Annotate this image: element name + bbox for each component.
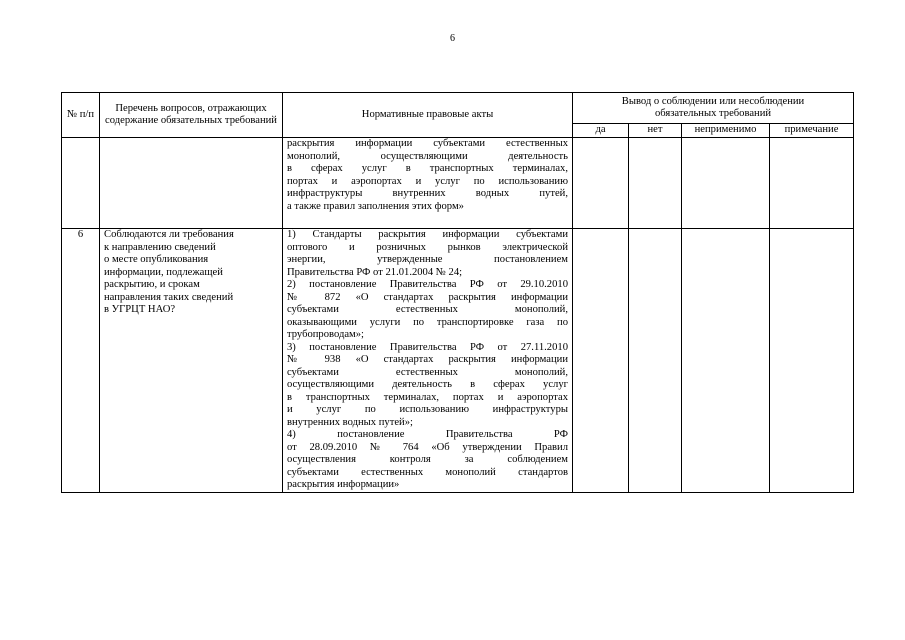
table-row bbox=[62, 229, 854, 493]
header-conclusion: Вывод о соблюдении или несоблюдении обязательных требований bbox=[573, 93, 854, 124]
question-line: в УГРЦТ НАО? bbox=[104, 304, 176, 315]
question-line: Соблюдаются ли требования bbox=[104, 229, 234, 240]
row-num: 6 bbox=[62, 229, 100, 493]
acts-line: энергии, утвержденные постановлением bbox=[287, 254, 568, 265]
cell-note bbox=[770, 229, 854, 493]
header-note: примечание bbox=[770, 124, 854, 138]
acts-line: от 28.09.2010 № 764 «Об утверждении Правил bbox=[287, 441, 568, 453]
acts-line: внутренних водных путей»; bbox=[287, 416, 413, 428]
row-question bbox=[100, 229, 283, 493]
cell-na bbox=[682, 229, 770, 493]
acts-line: 1) Стандарты раскрытия информации субъектами bbox=[287, 229, 568, 240]
acts-line: 4) постановление Правительства РФ bbox=[287, 429, 568, 440]
row-num bbox=[62, 138, 100, 229]
acts-line: инфраструктуры внутренних водных путей, bbox=[287, 188, 568, 199]
acts-line: 2) постановление Правительства РФ от 29.10.2010 bbox=[287, 279, 568, 290]
row-acts bbox=[283, 138, 573, 229]
acts-line: раскрытия информации» bbox=[287, 479, 400, 490]
row-question bbox=[100, 138, 283, 229]
acts-line: № 872 «О стандартах раскрытия информации bbox=[287, 291, 568, 303]
question-line: о месте опубликования bbox=[104, 254, 209, 265]
header-na: неприменимо bbox=[682, 124, 770, 138]
acts-line: раскрытия информации субъектами естественных bbox=[287, 138, 568, 149]
header-acts: Нормативные правовые акты bbox=[283, 93, 573, 138]
acts-line: в транспортных терминалах, портах и аэропортах bbox=[287, 391, 568, 403]
question-line: направления таких сведений bbox=[104, 291, 234, 303]
acts-line: субъектами естественных монополий стандартов bbox=[287, 466, 568, 478]
header-yes: да bbox=[573, 124, 629, 138]
acts-line: монополий, осуществляющими деятельность bbox=[287, 150, 568, 162]
cell-no bbox=[629, 229, 682, 493]
cell-note bbox=[770, 138, 854, 229]
acts-line: трубопроводам»; bbox=[287, 329, 364, 340]
question-line: к направлению сведений bbox=[104, 241, 216, 253]
requirements-table bbox=[61, 92, 854, 493]
cell-na bbox=[682, 138, 770, 229]
header-questions: Перечень вопросов, отражающих содержание обязательных требований bbox=[100, 93, 283, 138]
header-row-1 bbox=[62, 93, 854, 124]
acts-line: оказывающими услуги по транспортировке газа по bbox=[287, 316, 568, 328]
acts-line: № 938 «О стандартах раскрытия информации bbox=[287, 354, 568, 365]
question-line: раскрытию, и срокам bbox=[104, 279, 200, 290]
acts-line: портах и аэропортах и услуг по использованию bbox=[287, 175, 568, 187]
row-acts bbox=[283, 229, 573, 493]
acts-line: и услуг по использованию инфраструктуры bbox=[287, 404, 568, 415]
page-number: 6 bbox=[450, 33, 455, 44]
acts-line: субъектами естественных монополий, bbox=[287, 304, 568, 315]
acts-line: осуществляющими деятельность в сферах услуг bbox=[287, 379, 568, 390]
header-num: № п/п bbox=[62, 93, 100, 138]
cell-yes bbox=[573, 138, 629, 229]
acts-line: Правительства РФ от 21.01.2004 № 24; bbox=[287, 266, 463, 278]
acts-line: 3) постановление Правительства РФ от 27.11.2010 bbox=[287, 341, 568, 353]
acts-line: а также правил заполнения этих форм» bbox=[287, 200, 464, 212]
cell-yes bbox=[573, 229, 629, 493]
cell-no bbox=[629, 138, 682, 229]
header-no: нет bbox=[629, 124, 682, 138]
acts-line: субъектами естественных монополий, bbox=[287, 366, 568, 378]
acts-line: в сферах услуг в транспортных терминалах, bbox=[287, 163, 568, 174]
acts-line: осуществления контроля за соблюдением bbox=[287, 454, 568, 465]
table-row bbox=[62, 138, 854, 229]
acts-line: оптового и розничных рынков электрической bbox=[287, 241, 568, 253]
question-line: информации, подлежащей bbox=[104, 266, 223, 278]
